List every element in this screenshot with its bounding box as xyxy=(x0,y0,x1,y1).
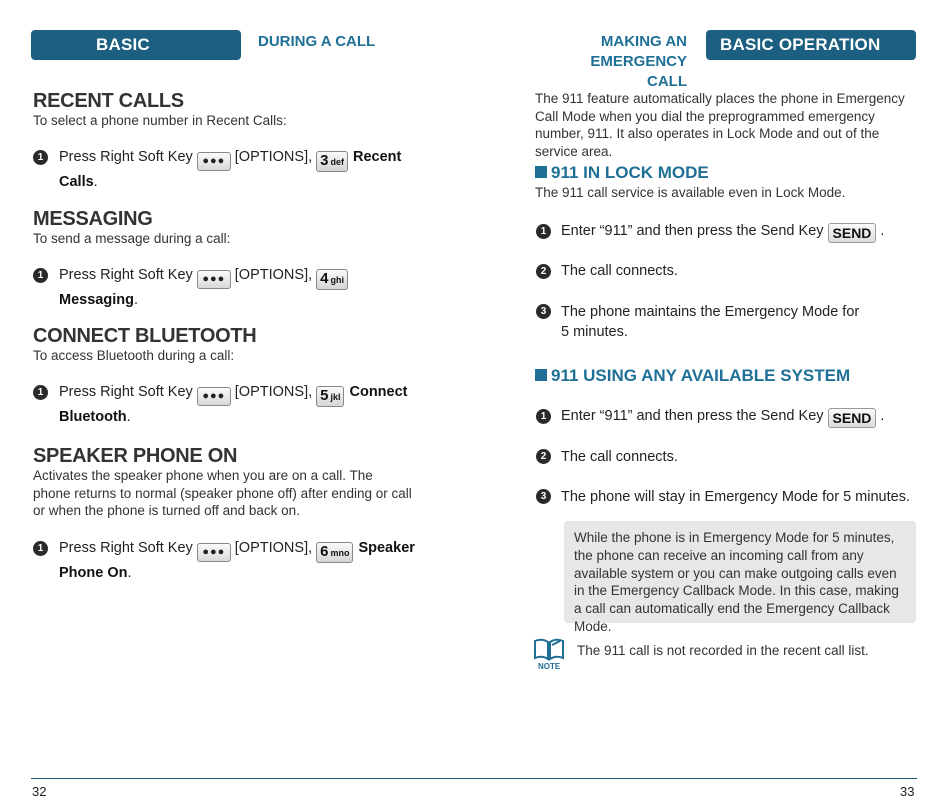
section-title-speaker-phone-on: SPEAKER PHONE ON xyxy=(33,445,238,467)
step-number-1: 1 xyxy=(33,150,48,165)
step-text: The phone will stay in Emergency Mode for 5 minutes. xyxy=(561,489,910,505)
footer-rule xyxy=(475,778,917,779)
section-title-lock-mode: 911 IN LOCK MODE xyxy=(535,163,709,183)
section-intro: To select a phone number in Recent Calls: xyxy=(33,113,287,128)
step-number-3: 3 xyxy=(536,489,551,504)
section-title-messaging: MESSAGING xyxy=(33,208,153,230)
step-number-2: 2 xyxy=(536,449,551,464)
note-text: The 911 call is not recorded in the recent call list. xyxy=(577,643,869,658)
info-box: While the phone is in Emergency Mode for 5 minutes, the phone can receive an incoming call from any available system or you can make outgoing calls even in the Emergency Callback Mode. In this case, making a call can automatically end the Emergency Callback Mode. xyxy=(564,521,916,623)
menu-target: Recent Calls xyxy=(59,149,402,190)
section-tab-label: BASIC OPERATION xyxy=(720,35,881,54)
step-text: Press Right Soft Key ●●● [OPTIONS], 3 def Recent Calls. xyxy=(59,149,402,190)
section-tab-label: BASIC OPERATION xyxy=(96,35,198,84)
right-soft-key-icon: ●●● xyxy=(197,543,231,562)
step-number-1: 1 xyxy=(536,409,551,424)
intro-paragraph: The 911 feature automatically places the phone in Emergency Call Mode when you dial the preprogrammed emergency number, 911. It also operates in Lock Mode and out of the service area. xyxy=(535,91,905,159)
right-soft-key-icon: ●●● xyxy=(197,270,231,289)
subheading: MAKING AN EMERGENCY CALL xyxy=(590,33,687,90)
section-title-any-system: 911 USING ANY AVAILABLE SYSTEM xyxy=(535,366,850,386)
step-text: Press Right Soft Key ●●● [OPTIONS], 6 mno Speaker Phone On. xyxy=(59,540,415,581)
step-number-1: 1 xyxy=(536,224,551,239)
key-6-icon: 6 mno xyxy=(316,542,353,563)
page-number: 33 xyxy=(900,784,915,799)
step-text: The call connects. xyxy=(561,449,678,465)
section-tab xyxy=(31,30,241,84)
section-intro: To access Bluetooth during a call: xyxy=(33,348,235,363)
section-intro: To send a message during a call: xyxy=(33,231,231,246)
key-3-icon: 3 def xyxy=(316,151,348,172)
menu-target: Messaging xyxy=(59,292,134,308)
step-text: Enter “911” and then press the Send Key SEND . xyxy=(561,408,885,426)
menu-target: Connect Bluetooth xyxy=(59,384,408,425)
footer-rule xyxy=(31,778,475,779)
section-intro: The 911 call service is available even in Lock Mode. xyxy=(535,185,846,200)
step-text: Press Right Soft Key ●●● [OPTIONS], 5 jkl Connect Bluetooth. xyxy=(59,384,408,425)
key-5-icon: 5 jkl xyxy=(316,386,344,407)
section-title-recent-calls: RECENT CALLS xyxy=(33,90,184,112)
subheading: DURING A CALL xyxy=(258,33,376,50)
send-key-icon: SEND xyxy=(828,223,877,243)
step-number-3: 3 xyxy=(536,304,551,319)
note-icon xyxy=(532,636,566,672)
note-icon-label: NOTE xyxy=(538,662,561,671)
step-text: The phone maintains the Emergency Mode for 5 minutes. xyxy=(561,304,860,340)
right-soft-key-icon: ●●● xyxy=(197,387,231,406)
step-number-2: 2 xyxy=(536,264,551,279)
right-page xyxy=(475,0,950,812)
section-title-connect-bluetooth: CONNECT BLUETOOTH xyxy=(33,325,257,347)
open-book-icon xyxy=(532,636,566,662)
menu-target: Speaker Phone On xyxy=(59,540,415,581)
step-text: Press Right Soft Key ●●● [OPTIONS], 4 ghi Messaging. xyxy=(59,265,419,310)
key-4-icon: 4 ghi xyxy=(316,269,348,290)
step-text: Enter “911” and then press the Send Key SEND . xyxy=(561,223,885,241)
send-key-icon: SEND xyxy=(828,408,877,428)
right-soft-key-icon: ●●● xyxy=(197,152,231,171)
step-number-1: 1 xyxy=(33,268,48,283)
section-tab xyxy=(706,30,916,60)
square-bullet-icon xyxy=(535,166,547,178)
page-number: 32 xyxy=(32,784,47,799)
square-bullet-icon xyxy=(535,369,547,381)
step-text: The call connects. xyxy=(561,263,678,279)
step-number-1: 1 xyxy=(33,541,48,556)
section-intro: Activates the speaker phone when you are on a call. The phone returns to normal (speaker phone off) after ending or call or when the phone is turned off and back on. xyxy=(33,468,412,518)
step-number-1: 1 xyxy=(33,385,48,400)
